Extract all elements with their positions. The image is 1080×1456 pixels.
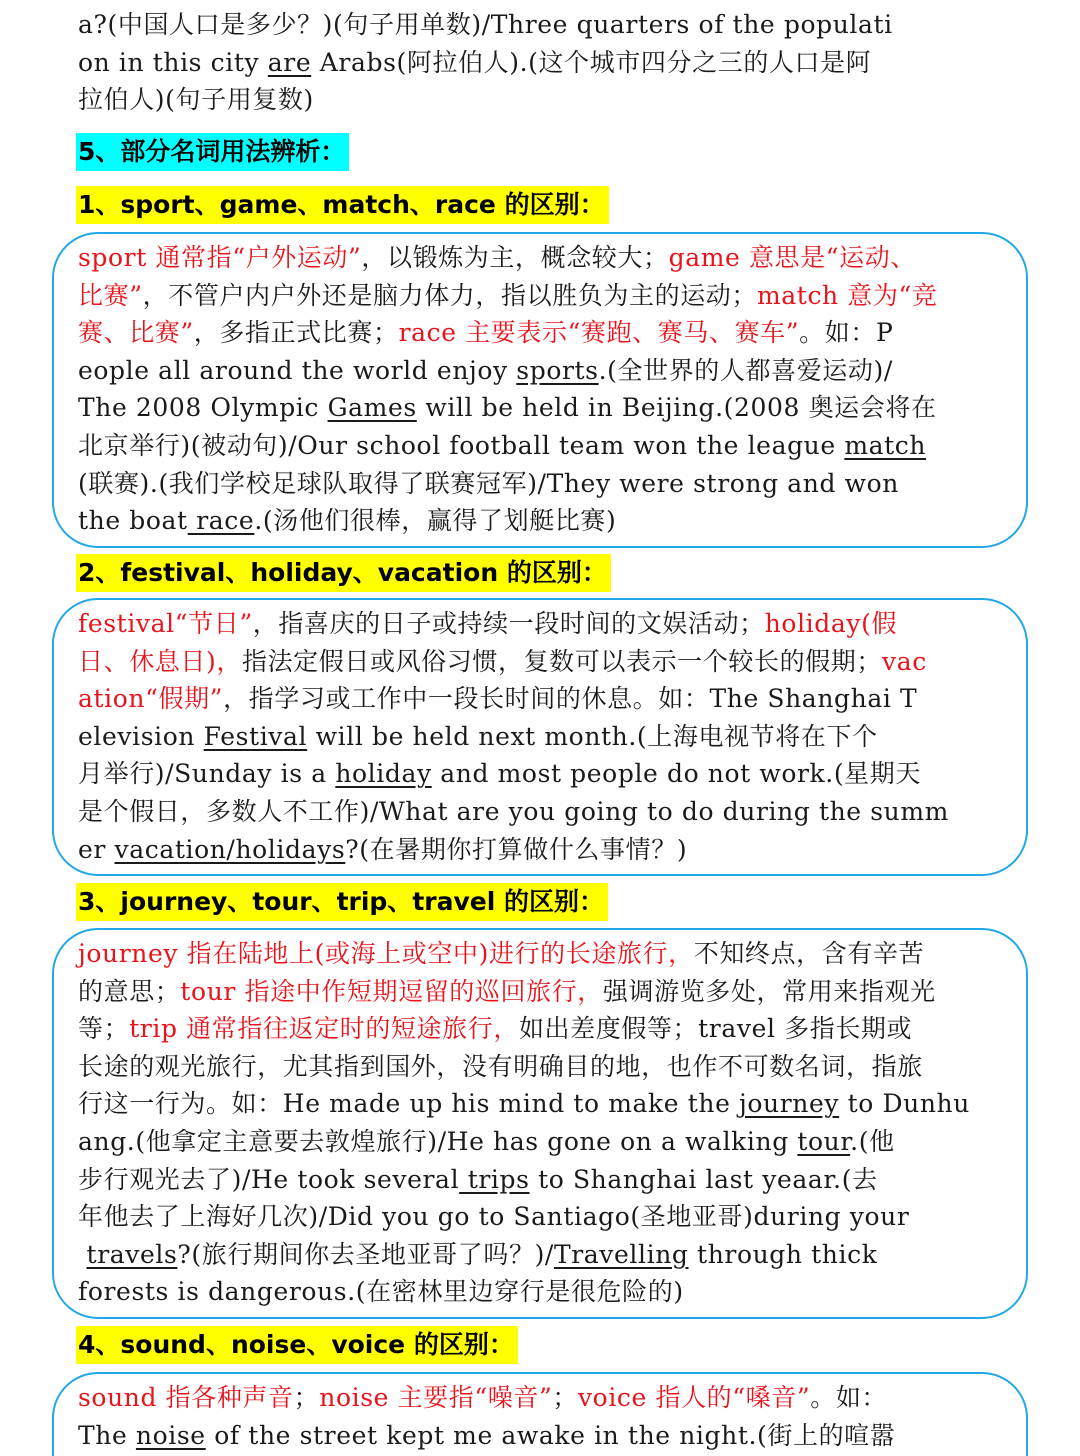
underlined-word: travels [86,1239,178,1269]
section-2-heading: 2、festival、holiday、vacation 的区别： [76,554,611,592]
highlighted-term: journey 指在陆地上(或海上或空中)进行的长途旅行， [78,939,694,968]
underlined-word: holiday [335,759,432,789]
section-3-line [78,1236,1002,1274]
section-3-line [78,1161,1002,1199]
text-segment: 。如： [810,1383,888,1412]
text-segment: .(汤他们很棒，赢得了划艇比赛) [254,506,617,536]
text-segment: ?(在暑期你打算做什么事情？) [345,834,688,864]
text-segment: eople all around the world enjoy [78,355,517,385]
section-2-line [78,605,1002,643]
underlined-word: Games [327,393,417,423]
highlighted-term: holiday(假 [764,609,898,638]
text-segment: The 2008 Olympic [78,393,328,423]
section-4-line [78,1379,1002,1417]
highlighted-term: voice 指人的“嗓音” [577,1383,811,1412]
text-segment: to Shanghai last yeaar.(去 [529,1164,878,1194]
intro-line [78,44,1008,82]
highlighted-term: sound 指各种声音 [78,1383,294,1412]
section-1-line [78,314,1002,352]
section-2-line [78,831,1002,869]
text-segment: The [78,1420,136,1450]
text-segment: 月举行)/Sunday is a [78,759,336,789]
text-segment: through thick [688,1239,878,1269]
highlighted-term: noise 主要指“噪音” [319,1383,553,1412]
text-segment: ，多指正式比赛； [193,318,399,348]
section-2-box [52,598,1028,876]
text-segment: .(全世界的人都喜爱运动)/ [598,355,893,385]
highlighted-term: race 主要表示“赛跑、赛马、赛车” [398,318,800,348]
text-segment: will be held in Beijing.(2008 奥运会将在 [416,393,937,423]
highlighted-term: 赛、比赛” [78,318,194,348]
underlined-word: vacation/holidays [114,834,346,864]
text-segment: ，不管户内户外还是脑力体力，指以胜负为主的运动； [142,280,757,310]
text-segment: ； [293,1383,320,1412]
section-4-box [52,1372,1028,1456]
text-segment: 。如：P [799,318,894,348]
section-2-line [78,680,1002,718]
text-segment: ang.(他拿定主意要去敦煌旅行)/He has gone on a walking [78,1126,798,1156]
section-2-line: 是个假日，多数人不工作)/What are you going to do during the summ [78,796,949,826]
text-segment: to Dunhu [839,1089,970,1119]
section-3-line [78,1010,1002,1048]
intro-paragraph [78,6,1008,119]
highlighted-term: trip 通常指往返定时的短途旅行， [129,1014,519,1044]
highlighted-term: sport 通常指“户外运动” [78,243,362,272]
section-1-line [78,239,1002,277]
underlined-word: Travelling [553,1239,689,1269]
intro-line: a?(中国人口是多少？)(句子用单数)/Three quarters of the populati [78,10,893,39]
underlined-word: journey [739,1089,840,1119]
text-segment: 的意思； [78,976,181,1006]
highlighted-term: match 意为“竞 [757,280,938,310]
text-segment: 行这一行为。如：He made up his mind to make the [78,1089,740,1119]
section-3-line: 长途的观光旅行，尤其指到国外，没有明确目的地，也作不可数名词，指旅 [78,1051,923,1081]
section-3-heading: 3、journey、tour、trip、travel 的区别： [76,883,608,921]
text-segment: 指法定假日或风俗习惯，复数可以表示一个较长的假期； [241,646,882,676]
section-2-line [78,755,1002,793]
text-segment: of the street kept me awake in the night.(街上的喧嚣 [205,1420,896,1450]
section-3-line [78,1085,1002,1123]
highlighted-term: festival“节日” [78,609,253,638]
underlined-word: are [267,47,312,77]
underlined-word: match [844,430,927,460]
section-1-box [52,232,1028,548]
text-segment [78,1240,87,1269]
text-segment: ，以锻炼为主，概念较大； [361,243,669,272]
text-segment: ； [552,1383,578,1412]
section-3-line: 年他去了上海好几次)/Did you go to Santiago(圣地亚哥)during your [78,1202,910,1232]
section-2-line [78,643,1002,681]
section-3-box [52,928,1028,1319]
text-segment: 如出差度假等；travel 多指长期或 [518,1014,913,1044]
underlined-word: trips [459,1164,530,1194]
highlighted-term: vac [881,646,927,676]
text-segment: ?(旅行期间你去圣地亚哥了吗？)/ [177,1239,554,1269]
text-segment: ，指喜庆的日子或持续一段时间的文娱活动； [252,609,765,638]
text-segment: and most people do not work.(星期天 [431,759,921,789]
underlined-word: race [187,506,255,536]
section-3-line [78,1123,1002,1161]
section-1-line [78,277,1002,315]
text-segment: the boat [78,506,188,536]
underlined-word: Festival [203,721,308,751]
section-3-line: forests is dangerous.(在密林里边穿行是很危险的) [78,1277,684,1307]
underlined-word: noise [135,1420,206,1450]
text-segment: on in this city [78,47,268,77]
section-1-line [78,352,1002,390]
section-1-line [78,502,1002,540]
section-3-line [78,973,1002,1011]
text-segment: Arabs(阿拉伯人).(这个城市四分之三的人口是阿 [311,47,872,77]
section-2-line [78,718,1002,756]
section-1-line [78,389,1002,427]
text-segment: 等； [78,1014,130,1044]
highlighted-term: tour 指途中作短期逗留的巡回旅行， [180,976,603,1006]
section-3-line [78,935,1002,973]
highlighted-term: ation“假期” [78,684,224,714]
highlighted-term: 日、休息日)， [78,646,242,676]
text-segment: .(他 [850,1126,895,1156]
text-segment: 北京举行)(被动句)/Our school football team won the league [78,430,845,460]
underlined-word: sports [516,355,599,385]
section-4-heading: 4、sound、noise、voice 的区别： [76,1326,518,1364]
text-segment: 不知终点，含有辛苦 [693,939,925,968]
section-4-line [78,1417,1002,1455]
section-1-heading: 1、sport、game、match、race 的区别： [76,186,609,224]
highlighted-term: game 意思是“运动、 [668,243,916,272]
section-1-line: (联赛).(我们学校足球队取得了联赛冠军)/They were strong and won [78,468,899,498]
text-segment: er [78,834,115,864]
text-segment: 强调游览多处，常用来指观光 [602,976,936,1006]
section-1-line [78,427,1002,465]
main-heading: 5、部分名词用法辨析： [76,133,349,171]
text-segment: will be held next month.(上海电视节将在下个 [307,721,878,751]
underlined-word: tour [797,1126,851,1156]
text-segment: 步行观光去了)/He took several [78,1164,460,1194]
highlighted-term: 比赛” [78,280,143,310]
text-segment: ，指学习或工作中一段长时间的休息。如：The Shanghai T [223,684,918,714]
intro-line: 拉伯人)(句子用复数) [78,85,314,115]
text-segment: elevision [78,721,204,751]
